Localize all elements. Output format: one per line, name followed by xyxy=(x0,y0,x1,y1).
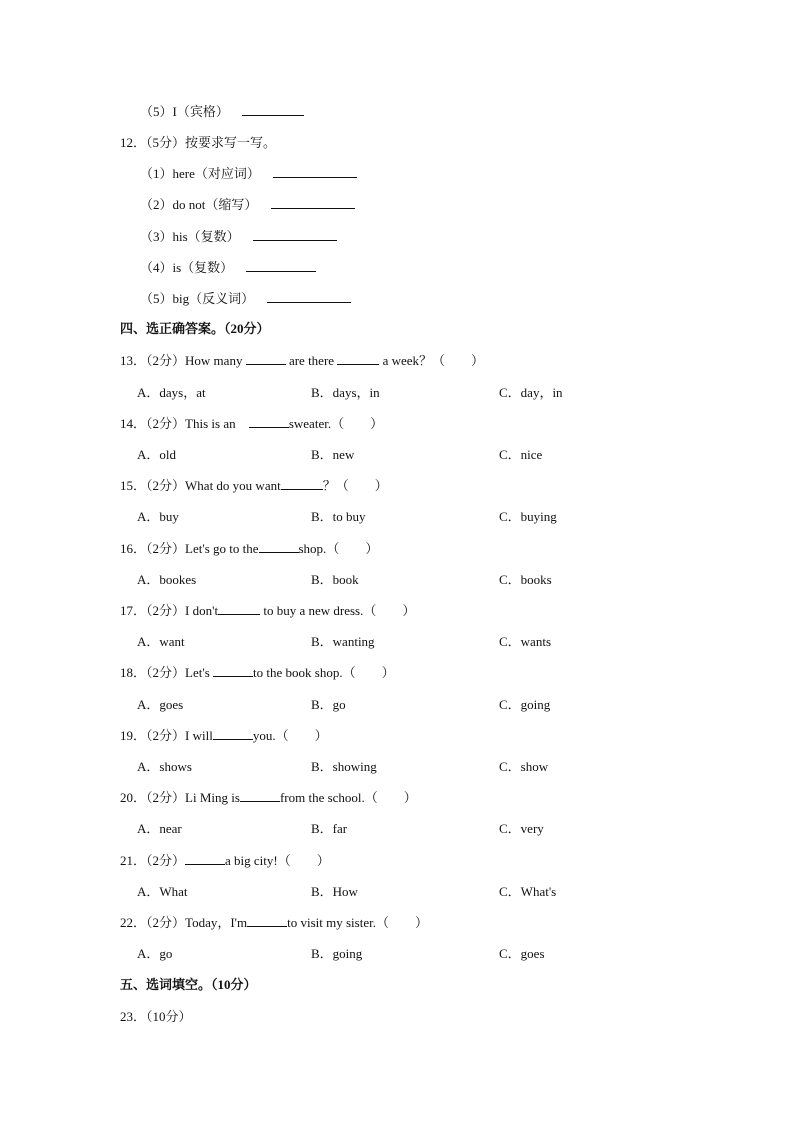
question-text: to visit my sister. xyxy=(287,915,376,930)
answer-parenthesis[interactable]: （ ） xyxy=(432,353,485,368)
answer-parenthesis[interactable]: （ ） xyxy=(375,915,428,930)
question-text: How many xyxy=(185,353,246,368)
option-b[interactable]: B．new xyxy=(311,447,355,462)
option-b[interactable]: B．book xyxy=(311,572,359,587)
option-b[interactable]: B．How xyxy=(311,884,358,899)
question-13 xyxy=(120,353,484,369)
question-15 xyxy=(120,478,388,494)
sub-item-text: his（复数） xyxy=(172,229,240,244)
question-20 xyxy=(120,790,417,806)
answer-blank[interactable] xyxy=(240,790,280,802)
question-number: 14． xyxy=(120,416,147,431)
question-text: you. xyxy=(252,728,276,743)
question-number: 23． xyxy=(120,1009,147,1024)
question-16 xyxy=(120,541,378,557)
question-21 xyxy=(120,853,330,869)
sub-item xyxy=(140,197,355,213)
question-text: I don't xyxy=(185,603,219,618)
option-c[interactable]: C．books xyxy=(499,572,552,587)
option-b[interactable]: B．far xyxy=(311,821,348,836)
option-c[interactable]: C．What's xyxy=(499,884,557,899)
question-18 xyxy=(120,665,395,681)
option-c[interactable]: C．goes xyxy=(499,946,545,961)
option-a[interactable]: A．bookes xyxy=(137,572,197,587)
answer-parenthesis[interactable]: （ ） xyxy=(363,603,416,618)
question-number: 19． xyxy=(120,728,147,743)
option-c[interactable]: C．nice xyxy=(499,447,543,462)
question-score: （2分） xyxy=(146,853,186,868)
question-number: 15． xyxy=(120,478,147,493)
question-text: This is an xyxy=(185,416,239,431)
question-number: 17． xyxy=(120,603,147,618)
question-22 xyxy=(120,915,428,931)
question-number: 13． xyxy=(120,353,147,368)
question-12 xyxy=(120,135,276,151)
section-heading: 五、选词填空。（10分） xyxy=(120,977,257,992)
option-a[interactable]: A．near xyxy=(137,821,182,836)
question-19 xyxy=(120,728,328,744)
answer-parenthesis[interactable]: （ ） xyxy=(364,790,417,805)
question-prompt: 按要求写一写。 xyxy=(185,135,277,150)
option-a[interactable]: A．shows xyxy=(137,759,192,774)
question-number: 12． xyxy=(120,135,147,150)
sub-item-num: （5） xyxy=(140,291,173,306)
sub-item-text: I（宾格） xyxy=(172,104,229,119)
sub-item-text: do not（缩写） xyxy=(172,197,258,212)
answer-blank[interactable] xyxy=(242,104,304,116)
question-text: sweater. xyxy=(288,416,332,431)
question-score: （2分） xyxy=(146,728,186,743)
option-b[interactable]: B．to buy xyxy=(311,509,366,524)
answer-blank[interactable] xyxy=(249,416,289,428)
answer-parenthesis[interactable]: （ ） xyxy=(277,853,330,868)
answer-blank[interactable] xyxy=(246,260,316,272)
option-c[interactable]: C．wants xyxy=(499,634,552,649)
option-a[interactable]: A．want xyxy=(137,634,185,649)
option-a[interactable]: A．go xyxy=(137,946,173,961)
question-text: Li Ming is xyxy=(185,790,240,805)
answer-blank[interactable] xyxy=(259,541,299,553)
question-number: 22． xyxy=(120,915,147,930)
answer-blank[interactable] xyxy=(213,728,253,740)
sub-item-num: （5） xyxy=(140,104,173,119)
question-text: a week？ xyxy=(379,353,433,368)
question-text: ？ xyxy=(322,478,336,493)
question-number: 18． xyxy=(120,665,147,680)
option-b[interactable]: B．wanting xyxy=(311,634,375,649)
option-c[interactable]: C．very xyxy=(499,821,544,836)
question-14 xyxy=(120,416,383,432)
answer-parenthesis[interactable]: （ ） xyxy=(326,541,379,556)
section-heading: 四、选正确答案。（20分） xyxy=(120,321,270,336)
sub-item-num: （4） xyxy=(140,260,173,275)
question-score: （2分） xyxy=(146,915,186,930)
question-score: （2分） xyxy=(146,603,186,618)
sub-item xyxy=(140,260,316,276)
question-score: （2分） xyxy=(146,790,186,805)
answer-blank[interactable] xyxy=(246,353,286,365)
answer-parenthesis[interactable]: （ ） xyxy=(342,665,395,680)
question-score: （2分） xyxy=(146,416,186,431)
answer-blank[interactable] xyxy=(247,915,287,927)
question-text: from the school. xyxy=(279,790,365,805)
sub-item-num: （1） xyxy=(140,166,173,181)
sub-item-text: big（反义词） xyxy=(172,291,255,306)
option-a[interactable]: A．What xyxy=(137,884,188,899)
answer-blank[interactable] xyxy=(273,166,357,178)
option-a[interactable]: A．old xyxy=(137,447,177,462)
sub-item-num: （2） xyxy=(140,197,173,212)
option-c[interactable]: C．show xyxy=(499,759,549,774)
answer-blank[interactable] xyxy=(337,353,379,365)
sub-item-num: （3） xyxy=(140,229,173,244)
question-score: （5分） xyxy=(146,135,186,150)
question-text: to the book shop. xyxy=(253,665,343,680)
question-text: shop. xyxy=(298,541,327,556)
question-text: Let's go to the xyxy=(185,541,259,556)
answer-blank[interactable] xyxy=(213,665,253,677)
answer-blank[interactable] xyxy=(253,229,337,241)
answer-blank[interactable] xyxy=(218,603,260,615)
question-23 xyxy=(120,1009,192,1025)
question-text: What do you want xyxy=(185,478,281,493)
answer-blank[interactable] xyxy=(185,853,225,865)
option-a[interactable]: A．days，at xyxy=(137,385,206,400)
answer-blank[interactable] xyxy=(271,197,355,209)
question-number: 16． xyxy=(120,541,147,556)
answer-parenthesis[interactable]: （ ） xyxy=(335,478,388,493)
question-score: （10分） xyxy=(146,1009,192,1024)
question-number: 21． xyxy=(120,853,147,868)
question-score: （2分） xyxy=(146,353,186,368)
sub-item xyxy=(140,104,304,120)
question-number: 20． xyxy=(120,790,147,805)
answer-parenthesis[interactable]: （ ） xyxy=(331,416,384,431)
option-c[interactable]: C．day，in xyxy=(499,385,563,400)
question-text: I will xyxy=(185,728,213,743)
sub-item xyxy=(140,291,351,307)
option-b[interactable]: B．days，in xyxy=(311,385,380,400)
question-score: （2分） xyxy=(146,478,186,493)
option-b[interactable]: B．going xyxy=(311,946,363,961)
question-score: （2分） xyxy=(146,665,186,680)
answer-blank[interactable] xyxy=(281,478,323,490)
answer-blank[interactable] xyxy=(267,291,351,303)
question-text: are there xyxy=(285,353,338,368)
question-text: Today，I'm xyxy=(185,915,248,930)
option-c[interactable]: C．going xyxy=(499,697,551,712)
sub-item-text: is（复数） xyxy=(172,260,234,275)
question-text: to buy a new dress. xyxy=(260,603,364,618)
option-b[interactable]: B．go xyxy=(311,697,346,712)
sub-item-text: here（对应词） xyxy=(172,166,260,181)
sub-item xyxy=(140,166,357,182)
option-c[interactable]: C．buying xyxy=(499,509,557,524)
option-a[interactable]: A．buy xyxy=(137,509,179,524)
question-text: a big city! xyxy=(225,853,278,868)
sub-item xyxy=(140,229,337,245)
question-text: Let's xyxy=(185,665,214,680)
option-b[interactable]: B．showing xyxy=(311,759,377,774)
option-a[interactable]: A．goes xyxy=(137,697,184,712)
question-score: （2分） xyxy=(146,541,186,556)
question-17 xyxy=(120,603,415,619)
answer-parenthesis[interactable]: （ ） xyxy=(275,728,328,743)
